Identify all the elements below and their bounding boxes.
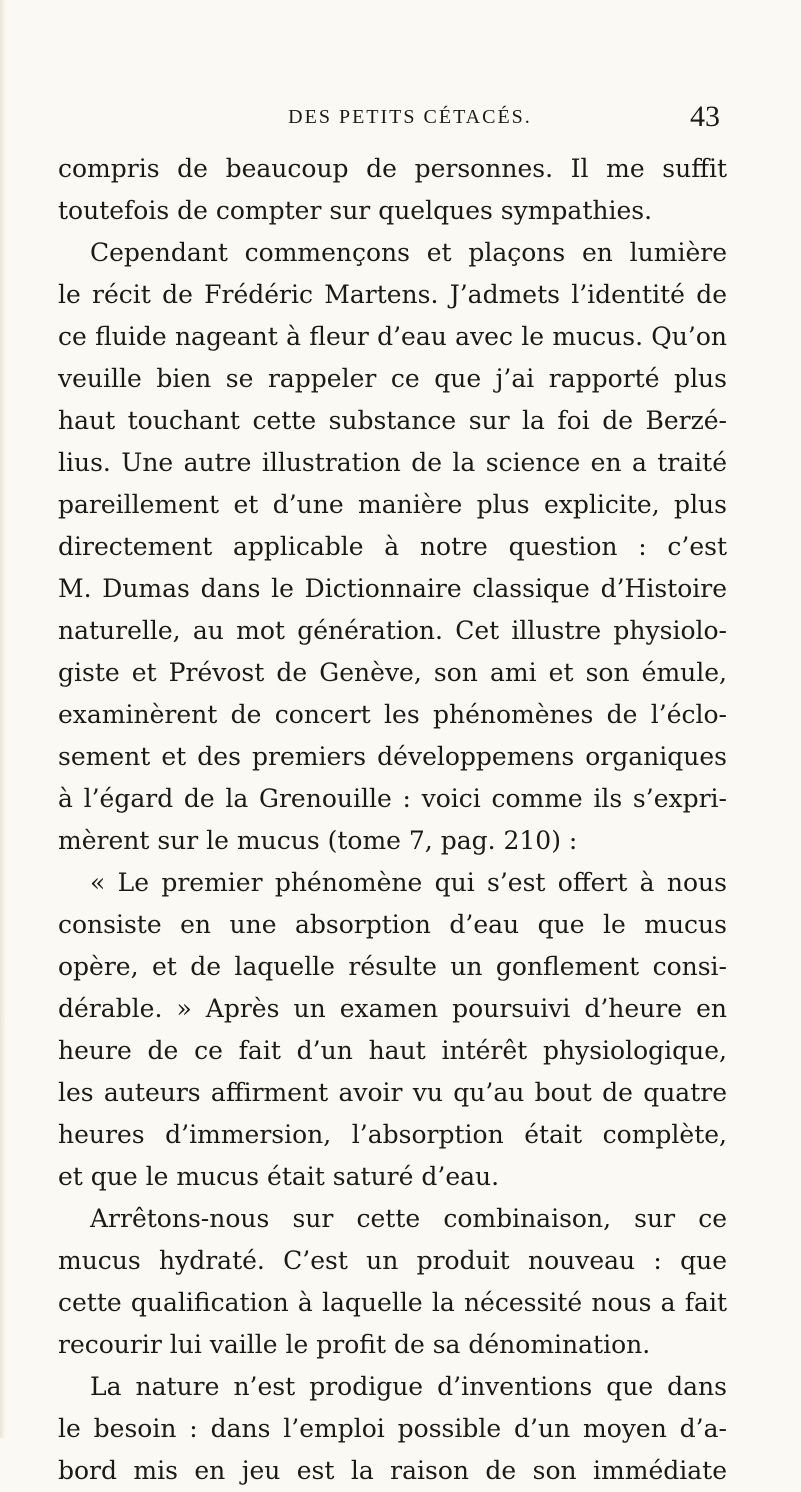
text-line: pareillement et d’une manière plus explicite, plus bbox=[58, 490, 727, 519]
page-number: 43 bbox=[690, 100, 720, 133]
text-line: Cependant commençons et plaçons en lumière bbox=[90, 238, 727, 267]
text-line: recourir lui vaille le profit de sa dénomination. bbox=[58, 1330, 651, 1359]
text-line: directement applicable à notre question : c’est bbox=[58, 532, 727, 561]
text-line: et que le mucus était saturé d’eau. bbox=[58, 1162, 500, 1191]
text-line: les auteurs affirment avoir vu qu’au bout de quatre bbox=[58, 1078, 727, 1107]
text-line: le besoin : dans l’emploi possible d’un moyen d’a- bbox=[58, 1414, 727, 1443]
text-line: mèrent sur le mucus (tome 7, pag. 210) : bbox=[58, 826, 578, 855]
text-line: giste et Prévost de Genève, son ami et son émule, bbox=[58, 658, 727, 687]
text-line: à l’égard de la Grenouille : voici comme ils s’expri- bbox=[58, 784, 727, 813]
text-line: toutefois de compter sur quelques sympathies. bbox=[58, 196, 653, 225]
text-body bbox=[58, 148, 727, 1492]
page-header bbox=[100, 100, 720, 140]
text-line: lius. Une autre illustration de la science en a traité bbox=[58, 448, 727, 477]
text-line: le récit de Frédéric Martens. J’admets l’identité de bbox=[58, 280, 727, 309]
text-line: cette qualification à laquelle la nécessité nous a fait bbox=[58, 1288, 727, 1317]
text-line: sement et des premiers développemens organiques bbox=[58, 742, 727, 771]
text-line: haut touchant cette substance sur la foi de Berzé- bbox=[58, 406, 727, 435]
text-line: heures d’immersion, l’absorption était complète, bbox=[58, 1120, 727, 1149]
text-line: M. Dumas dans le Dictionnaire classique d’Histoire bbox=[58, 574, 727, 603]
text-line: heure de ce fait d’un haut intérêt physiologique, bbox=[58, 1036, 727, 1065]
text-line: dérable. » Après un examen poursuivi d’heure en bbox=[58, 994, 727, 1023]
page-edge bbox=[0, 0, 6, 1438]
text-line: « Le premier phénomène qui s’est offert à nous bbox=[90, 868, 727, 897]
text-line: mucus hydraté. C’est un produit nouveau : que bbox=[58, 1246, 727, 1275]
text-line: ce fluide nageant à fleur d’eau avec le mucus. Qu’on bbox=[58, 322, 727, 351]
text-line: opère, et de laquelle résulte un gonflement consi- bbox=[58, 952, 727, 981]
text-line: naturelle, au mot génération. Cet illustre physiolo- bbox=[58, 616, 727, 645]
text-line: consiste en une absorption d’eau que le mucus bbox=[58, 910, 727, 939]
text-line: compris de beaucoup de personnes. Il me suffit bbox=[58, 154, 727, 183]
text-line: examinèrent de concert les phénomènes de l’éclo- bbox=[58, 700, 727, 729]
text-line: La nature n’est prodigue d’inventions que dans bbox=[90, 1372, 727, 1401]
text-line: veuille bien se rappeler ce que j’ai rapporté plus bbox=[58, 364, 727, 393]
text-line: Arrêtons-nous sur cette combinaison, sur ce bbox=[90, 1204, 727, 1233]
text-line: bord mis en jeu est la raison de son immédiate bbox=[58, 1456, 727, 1485]
running-head: DES PETITS CÉTACÉS. bbox=[288, 106, 532, 128]
